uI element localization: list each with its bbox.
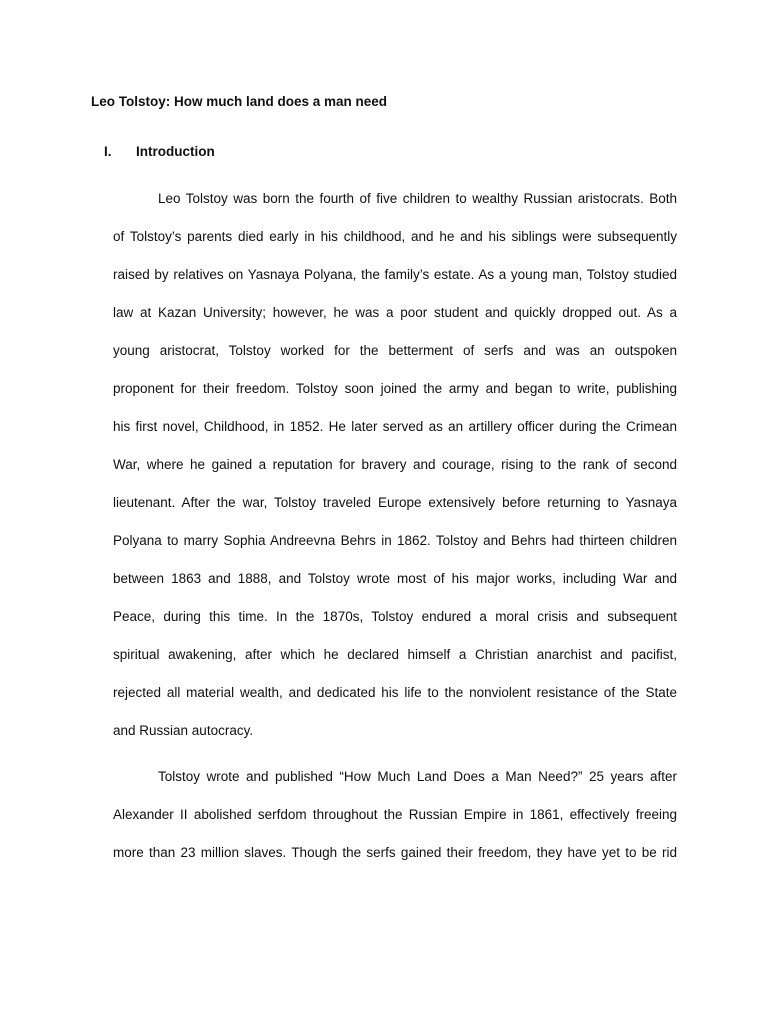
paragraph-1	[113, 180, 677, 750]
paragraph-line: young aristocrat, Tolstoy worked for the betterment of serfs and was an outspoken	[113, 343, 677, 358]
section-heading	[104, 144, 215, 159]
document-title: Leo Tolstoy: How much land does a man need	[91, 94, 388, 109]
paragraph-line: more than 23 million slaves. Though the serfs gained their freedom, they have yet to be rid	[113, 845, 677, 860]
paragraph-line: War, where he gained a reputation for bravery and courage, rising to the rank of second	[113, 457, 677, 472]
paragraph-line: Polyana to marry Sophia Andreevna Behrs in 1862. Tolstoy and Behrs had thirteen children	[113, 533, 677, 548]
paragraph-line: rejected all material wealth, and dedicated his life to the nonviolent resistance of the State	[113, 685, 677, 700]
section-number: I.	[104, 144, 112, 159]
paragraph-2	[113, 758, 677, 872]
paragraph-line: his first novel, Childhood, in 1852. He later served as an artillery officer during the Crimean	[113, 419, 677, 434]
paragraph-line: lieutenant. After the war, Tolstoy traveled Europe extensively before returning to Yasnaya	[113, 495, 677, 510]
paragraph-line: raised by relatives on Yasnaya Polyana, the family’s estate. As a young man, Tolstoy studied	[113, 267, 677, 282]
paragraph-line: between 1863 and 1888, and Tolstoy wrote most of his major works, including War and	[113, 571, 677, 586]
paragraph-line: spiritual awakening, after which he declared himself a Christian anarchist and pacifist,	[113, 647, 677, 662]
paragraph-line: law at Kazan University; however, he was a poor student and quickly dropped out. As a	[113, 305, 677, 320]
paragraph-line: Alexander II abolished serfdom throughout the Russian Empire in 1861, effectively freeing	[113, 807, 677, 822]
paragraph-line: and Russian autocracy.	[113, 723, 254, 738]
paragraph-line: Peace, during this time. In the 1870s, Tolstoy endured a moral crisis and subsequent	[113, 609, 677, 624]
section-title: Introduction	[136, 144, 215, 159]
paragraph-line: of Tolstoy’s parents died early in his childhood, and he and his siblings were subsequently	[113, 229, 677, 244]
paragraph-line: proponent for their freedom. Tolstoy soon joined the army and began to write, publishing	[113, 381, 677, 396]
paragraph-line: Leo Tolstoy was born the fourth of five children to wealthy Russian aristocrats. Both	[158, 191, 677, 206]
paragraph-line: Tolstoy wrote and published “How Much Land Does a Man Need?” 25 years after	[158, 769, 677, 784]
